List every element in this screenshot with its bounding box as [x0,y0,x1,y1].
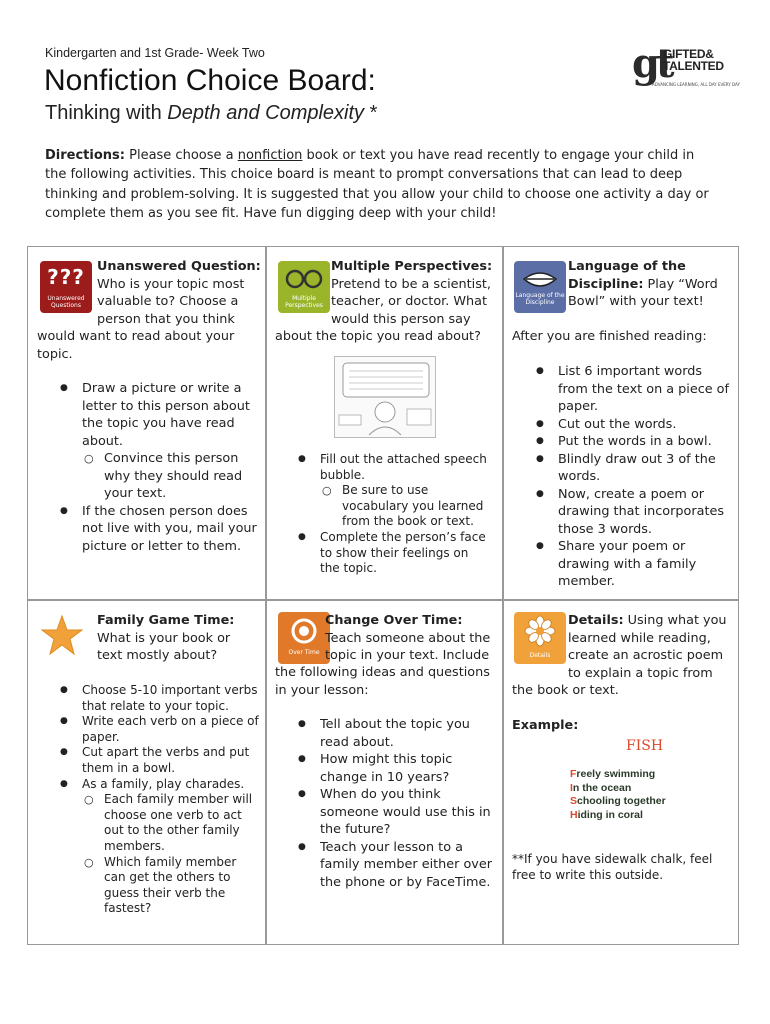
cycle-arrows-icon: Over Time [278,612,330,664]
acrostic-example-image [570,738,690,822]
language-discipline-after: After you are finished reading: [512,329,707,344]
list-item: ○ Convince this person why they should read your text. [60,450,260,503]
grade-line: Kindergarten and 1st Grade- Week Two [45,46,265,60]
logo-mark: gt [632,40,671,87]
list-item: ● As a family, play charades. [60,777,260,793]
multiple-perspectives-intro-cont: about the topic you read about? [275,329,481,344]
logo-tagline: ADVANCING LEARNING, ALL DAY EVERY DAY [652,82,740,87]
logo-name: GIFTED& TALENTED [663,47,724,73]
acrostic-line: Hiding in coral [570,808,643,821]
star-icon [40,614,84,658]
list-item: ● Share your poem or drawing with a family member. [536,538,732,591]
details-intro-cont: the book or text. [512,683,619,698]
list-item: ● How might this topic change in 10 years? [298,751,498,786]
list-item: ● Teach your lesson to a family member either over the phone or by FaceTime. [298,839,498,892]
list-item: ● When do you think someone would use this in the future? [298,786,498,839]
gifted-talented-logo [632,40,740,90]
list-item: ● Choose 5-10 important verbs that relate to your topic. [60,683,260,714]
family-game-intro: Family Game Time: What is your book or text mostly about? [97,613,235,663]
details-intro: Details: Using what you learned while reading, create an acrostic poem to explain a topic from [568,613,727,681]
unanswered-question-steps [60,380,260,555]
list-item: ● Now, create a poem or drawing that incorporates those 3 words. [536,486,732,539]
list-item: ● Write each verb on a piece of paper. [60,714,260,745]
multiple-perspectives-steps [298,452,490,577]
change-over-time-steps [298,716,498,891]
list-item: ● Put the words in a bowl. [536,433,732,451]
list-item: ● Complete the person’s face to show their feelings on the topic. [298,530,490,577]
unanswered-question-intro-cont: would want to read about your topic. [37,329,235,362]
change-over-time-intro: Change Over Time: Teach someone about the topic in your text. Include [325,613,491,663]
unanswered-question-intro: Unanswered Question: Who is your topic most valuable to? Choose a person that you think [97,259,261,327]
language-discipline-intro: Language of the Discipline: Play “Word Bowl” with your text! [568,259,718,309]
list-item: ○ Be sure to use vocabulary you learned from the book or text. [298,483,490,530]
family-game-steps [60,683,260,917]
acrostic-line: Schooling together [570,795,666,807]
list-item: ● Draw a picture or write a letter to this person about the topic you have read about. [60,380,260,450]
list-item: ○ Which family member can get the others to guess their verb the fastest? [60,855,260,917]
list-item: ● If the chosen person does not live with you, mail your picture or letter to them. [60,503,260,556]
directions-paragraph: Directions: Please choose a nonfiction book or text you have read recently to engage your child in the following activities. This choice board is meant to prompt conversations that can lead to deep thinking and problem-solving. It is suggested that you allow your child to choose one activity a day or complete them as you see fit. Have fun digging deep with your child! [45,148,709,222]
multiple-perspectives-intro: Multiple Perspectives: Pretend to be a scientist, teacher, or doctor. What would this person say [331,259,493,327]
list-item: ● Tell about the topic you read about. [298,716,498,751]
list-item: ● Cut out the words. [536,416,732,434]
page-title: Nonfiction Choice Board: [44,64,376,97]
list-item: ● Cut apart the verbs and put them in a bowl. [60,745,260,776]
sidewalk-chalk-note: **If you have sidewalk chalk, feel free to write this outside. [512,852,713,882]
list-item: ● Fill out the attached speech bubble. [298,452,490,483]
language-discipline-steps [536,363,732,591]
acrostic-line: In the ocean [570,781,632,794]
question-marks-icon: ??? Unanswered Questions [40,261,92,313]
flower-icon: Details [514,612,566,664]
list-item: ○ Each family member will choose one verb to act out to the other family members. [60,792,260,854]
acrostic-title: FISH [626,738,664,754]
change-over-time-intro-cont: the following ideas and questions in your lesson: [275,665,490,698]
page-subtitle: Thinking with Depth and Complexity * [45,102,378,124]
example-label: Example: [512,718,579,733]
lips-icon: Language of the Discipline [514,261,566,313]
acrostic-line: Freely swimming [570,768,656,780]
speech-bubble-worksheet-image [334,356,436,438]
list-item: ● List 6 important words from the text on a piece of paper. [536,363,732,416]
list-item: ● Blindly draw out 3 of the words. [536,451,732,486]
glasses-icon: Multiple Perspectives [278,261,330,313]
